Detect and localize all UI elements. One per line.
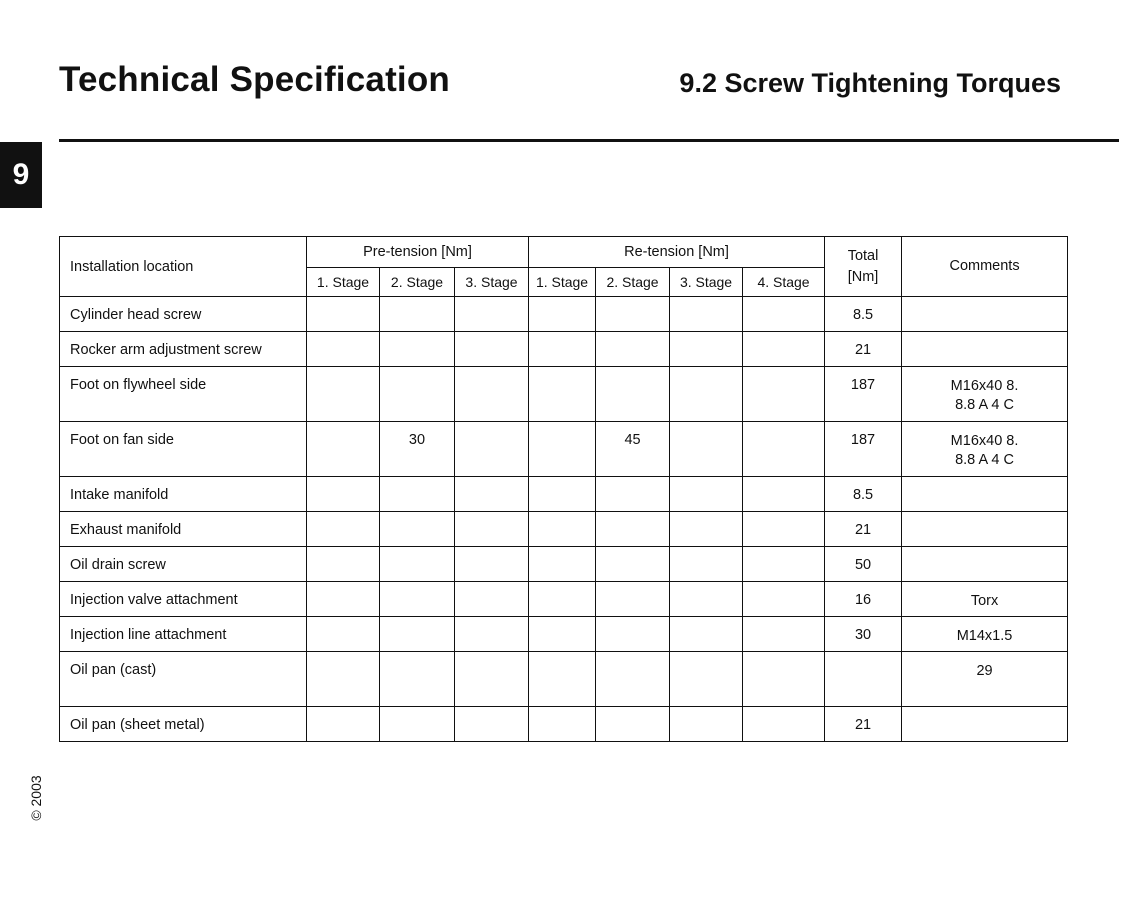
cell-total: 187	[825, 422, 902, 477]
header-re-tension: Re-tension [Nm]	[529, 237, 825, 268]
table-row	[60, 477, 1068, 512]
cell-pre-stage-1	[307, 422, 380, 477]
cell-location: Exhaust manifold	[60, 512, 307, 547]
header-divider	[59, 139, 1119, 142]
table-row	[60, 582, 1068, 617]
cell-location: Oil pan (sheet metal)	[60, 707, 307, 742]
cell-pre-stage-3	[455, 477, 529, 512]
cell-total: 30	[825, 617, 902, 652]
table-row	[60, 652, 1068, 707]
torque-table	[59, 236, 1068, 742]
header-pre-tension: Pre-tension [Nm]	[307, 237, 529, 268]
cell-location: Intake manifold	[60, 477, 307, 512]
cell-pre-stage-1	[307, 652, 380, 707]
cell-pre-stage-2	[380, 617, 455, 652]
cell-re-stage-3	[670, 707, 743, 742]
cell-re-stage-2	[596, 332, 670, 367]
cell-pre-stage-1	[307, 707, 380, 742]
cell-re-stage-1	[529, 652, 596, 707]
cell-pre-stage-2	[380, 297, 455, 332]
cell-re-stage-1	[529, 477, 596, 512]
cell-re-stage-3	[670, 477, 743, 512]
cell-re-stage-4	[743, 512, 825, 547]
cell-re-stage-1	[529, 617, 596, 652]
cell-re-stage-2	[596, 512, 670, 547]
cell-total: 8.5	[825, 477, 902, 512]
cell-pre-stage-3	[455, 512, 529, 547]
cell-pre-stage-1	[307, 332, 380, 367]
cell-re-stage-4	[743, 332, 825, 367]
header-installation-location: Installation location	[60, 237, 307, 297]
cell-re-stage-3	[670, 547, 743, 582]
cell-pre-stage-1	[307, 297, 380, 332]
cell-comment: M16x40 8. 8.8 A 4 C	[902, 367, 1068, 422]
cell-location: Oil pan (cast)	[60, 652, 307, 707]
cell-re-stage-2	[596, 477, 670, 512]
cell-comment	[902, 547, 1068, 582]
cell-re-stage-1	[529, 422, 596, 477]
copyright-text: © 2003	[28, 775, 44, 821]
cell-pre-stage-3	[455, 582, 529, 617]
cell-re-stage-2	[596, 297, 670, 332]
cell-re-stage-4	[743, 652, 825, 707]
cell-re-stage-3	[670, 332, 743, 367]
cell-pre-stage-1	[307, 582, 380, 617]
header-pre-stage-2: 2. Stage	[380, 268, 455, 297]
cell-pre-stage-1	[307, 617, 380, 652]
cell-pre-stage-3	[455, 332, 529, 367]
cell-total: 50	[825, 547, 902, 582]
cell-re-stage-4	[743, 707, 825, 742]
cell-re-stage-3	[670, 367, 743, 422]
cell-pre-stage-3	[455, 367, 529, 422]
cell-pre-stage-2	[380, 707, 455, 742]
cell-pre-stage-2: 30	[380, 422, 455, 477]
header-re-stage-2: 2. Stage	[596, 268, 670, 297]
table-row	[60, 367, 1068, 422]
cell-re-stage-2	[596, 652, 670, 707]
table-row	[60, 617, 1068, 652]
cell-location: Foot on flywheel side	[60, 367, 307, 422]
header-re-stage-3: 3. Stage	[670, 268, 743, 297]
cell-re-stage-3	[670, 617, 743, 652]
cell-pre-stage-3	[455, 297, 529, 332]
cell-comment	[902, 297, 1068, 332]
cell-location: Injection valve attachment	[60, 582, 307, 617]
cell-total: 21	[825, 332, 902, 367]
cell-re-stage-2	[596, 582, 670, 617]
cell-re-stage-2: 45	[596, 422, 670, 477]
cell-comment	[902, 332, 1068, 367]
cell-re-stage-4	[743, 547, 825, 582]
cell-re-stage-3	[670, 512, 743, 547]
cell-pre-stage-3	[455, 547, 529, 582]
cell-total: 21	[825, 707, 902, 742]
cell-re-stage-1	[529, 582, 596, 617]
cell-re-stage-3	[670, 652, 743, 707]
header-re-stage-1: 1. Stage	[529, 268, 596, 297]
cell-pre-stage-3	[455, 707, 529, 742]
cell-re-stage-1	[529, 707, 596, 742]
cell-pre-stage-2	[380, 332, 455, 367]
document-title: Technical Specification	[59, 60, 451, 99]
table-row	[60, 297, 1068, 332]
cell-re-stage-1	[529, 332, 596, 367]
cell-re-stage-4	[743, 617, 825, 652]
cell-re-stage-4	[743, 367, 825, 422]
header-total: Total [Nm]	[825, 237, 902, 297]
cell-total	[825, 652, 902, 707]
table-row	[60, 512, 1068, 547]
cell-total: 16	[825, 582, 902, 617]
cell-pre-stage-3	[455, 617, 529, 652]
cell-comment: M14x1.5	[902, 617, 1068, 652]
cell-re-stage-4	[743, 582, 825, 617]
cell-re-stage-3	[670, 422, 743, 477]
cell-re-stage-2	[596, 367, 670, 422]
chapter-tab: 9	[0, 142, 42, 208]
table-row	[60, 707, 1068, 742]
cell-total: 187	[825, 367, 902, 422]
header-comments: Comments	[902, 237, 1068, 297]
cell-re-stage-1	[529, 297, 596, 332]
header-pre-stage-3: 3. Stage	[455, 268, 529, 297]
cell-re-stage-3	[670, 582, 743, 617]
cell-total: 21	[825, 512, 902, 547]
cell-re-stage-3	[670, 297, 743, 332]
cell-pre-stage-1	[307, 512, 380, 547]
header-re-stage-4: 4. Stage	[743, 268, 825, 297]
cell-pre-stage-2	[380, 547, 455, 582]
header-pre-stage-1: 1. Stage	[307, 268, 380, 297]
cell-re-stage-4	[743, 422, 825, 477]
cell-re-stage-1	[529, 512, 596, 547]
cell-re-stage-2	[596, 707, 670, 742]
cell-re-stage-1	[529, 367, 596, 422]
cell-location: Injection line attachment	[60, 617, 307, 652]
cell-comment	[902, 707, 1068, 742]
cell-pre-stage-3	[455, 422, 529, 477]
table-row	[60, 332, 1068, 367]
section-title: 9.2 Screw Tightening Torques	[679, 68, 1061, 98]
cell-re-stage-2	[596, 617, 670, 652]
table-row	[60, 422, 1068, 477]
cell-pre-stage-2	[380, 477, 455, 512]
table-body	[60, 297, 1068, 742]
cell-comment	[902, 477, 1068, 512]
cell-location: Rocker arm adjustment screw	[60, 332, 307, 367]
cell-re-stage-4	[743, 477, 825, 512]
cell-comment: Torx	[902, 582, 1068, 617]
cell-location: Oil drain screw	[60, 547, 307, 582]
cell-comment	[902, 512, 1068, 547]
cell-pre-stage-2	[380, 367, 455, 422]
cell-re-stage-4	[743, 297, 825, 332]
table-row	[60, 547, 1068, 582]
cell-pre-stage-3	[455, 652, 529, 707]
cell-comment: M16x40 8. 8.8 A 4 C	[902, 422, 1068, 477]
cell-location: Cylinder head screw	[60, 297, 307, 332]
cell-pre-stage-1	[307, 367, 380, 422]
cell-pre-stage-2	[380, 512, 455, 547]
cell-pre-stage-1	[307, 547, 380, 582]
cell-pre-stage-2	[380, 582, 455, 617]
cell-location: Foot on fan side	[60, 422, 307, 477]
cell-total: 8.5	[825, 297, 902, 332]
cell-comment: 29	[902, 652, 1068, 707]
cell-pre-stage-1	[307, 477, 380, 512]
cell-re-stage-2	[596, 547, 670, 582]
cell-re-stage-1	[529, 547, 596, 582]
cell-pre-stage-2	[380, 652, 455, 707]
